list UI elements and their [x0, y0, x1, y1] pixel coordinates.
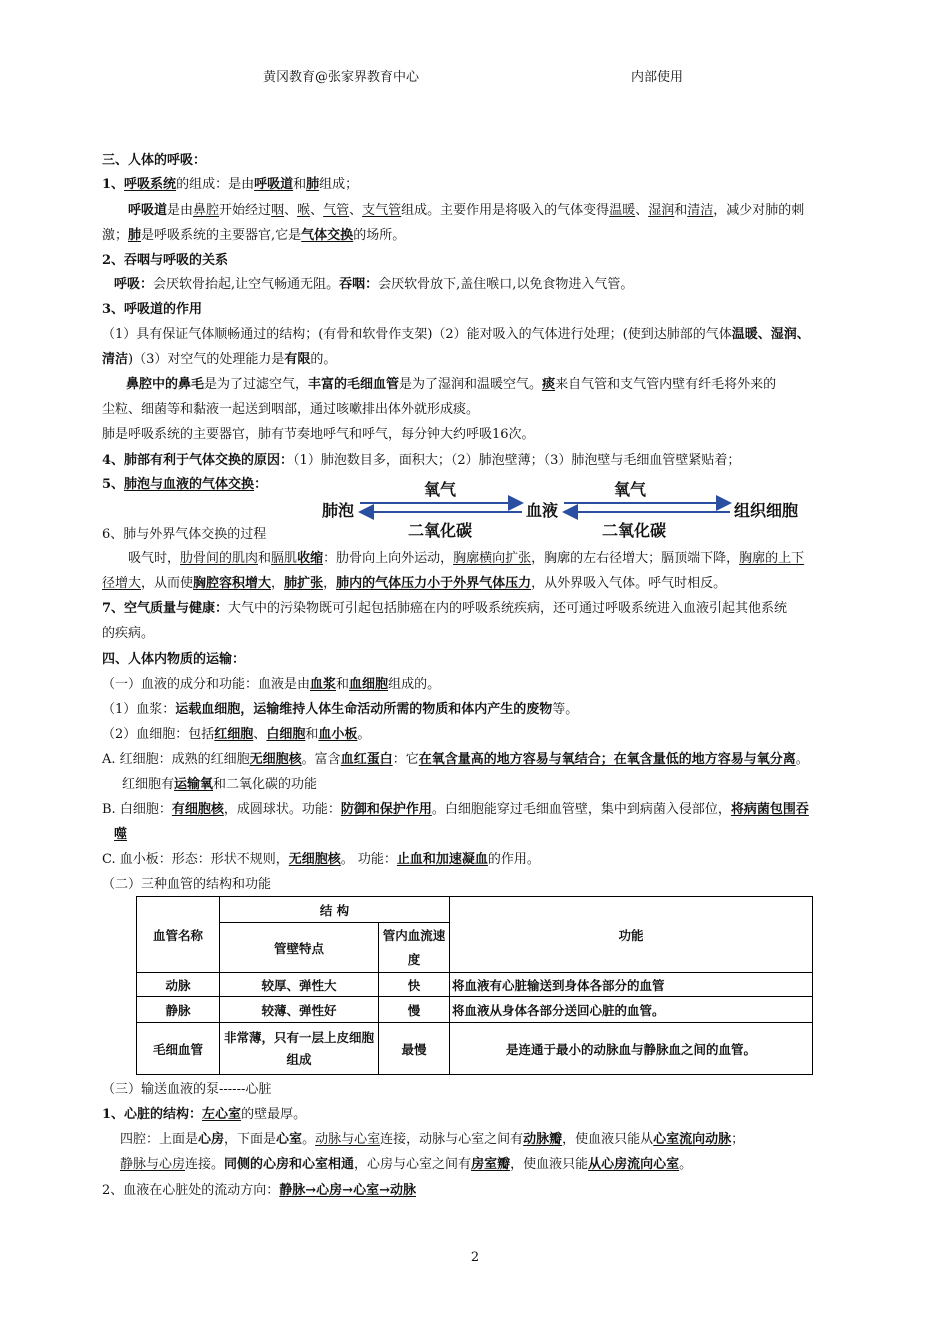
text-run: 清洁 — [102, 352, 129, 367]
text-run: （2）血细胞：包括 — [102, 727, 215, 742]
text-run: 三、人体的呼吸： — [102, 153, 207, 168]
text-run: 胸廓的上下 — [739, 551, 805, 566]
text-run: 、 — [310, 203, 324, 218]
text-line — [102, 1131, 850, 1149]
text-run: 的场所。 — [353, 228, 406, 243]
text-run: 是为了湿润和温暖空气。 — [399, 377, 543, 392]
cell-name: 静脉 — [137, 997, 220, 1023]
text-run: 气管 — [323, 203, 350, 218]
text-run: （1）肺泡数目多，面积大；（2）肺泡壁薄；（3）肺泡壁与毛细血管壁紧贴着； — [293, 453, 741, 468]
text-run: 血红蛋白 — [340, 752, 393, 767]
text-run: 红细胞 — [214, 727, 254, 742]
label-co2-left: 二氧化碳 — [408, 521, 473, 540]
text-run: 1、 — [102, 177, 125, 192]
text-run: 和 — [336, 677, 350, 692]
text-run: ： — [254, 477, 268, 492]
table-row — [137, 1023, 813, 1075]
cell-function: 将血液从身体各部分送回心脏的血管。 — [450, 997, 813, 1023]
text-line — [102, 600, 850, 618]
text-run: 的。 — [310, 352, 337, 367]
text-run: 肋骨间的肌肉 — [180, 551, 259, 566]
cell-name: 毛细血管 — [137, 1023, 220, 1075]
text-run: 肺 — [128, 228, 142, 243]
blood-vessel-table — [136, 896, 813, 1075]
text-run: 、 — [349, 203, 363, 218]
text-line — [102, 801, 850, 819]
text-run: 组成； — [319, 177, 359, 192]
text-run: 胸腔容积增大 — [193, 576, 272, 591]
text-run: 和 — [258, 551, 272, 566]
cell-wall: 非常薄，只有一层上皮细胞组成 — [220, 1023, 379, 1075]
text-run: 大气中的污染物既可引起包括肺癌在内的呼吸系统疾病，还可通过呼吸系统进入血液引起其他系统 — [228, 601, 788, 616]
text-run: 和 — [674, 203, 688, 218]
text-run: 是呼吸系统的主要器官,它是 — [141, 228, 302, 243]
text-run: ，从而使 — [141, 576, 194, 591]
text-run: 气体交换 — [301, 228, 354, 243]
table-row — [137, 997, 813, 1023]
text-run: 白细胞 — [266, 727, 306, 742]
text-run: 从心房流向心室 — [588, 1157, 680, 1172]
text-run: ，从外界吸入气体。呼气时相反。 — [531, 576, 727, 591]
text-run: 红细胞有 — [122, 777, 175, 792]
text-run: 温暖、湿润、 — [731, 327, 810, 342]
text-run: 呼吸道 — [128, 203, 168, 218]
text-run: 。 功能： — [340, 852, 397, 867]
text-run: ， — [323, 576, 337, 591]
text-run: ，成圆球状。功能： — [223, 802, 341, 817]
text-run: 和 — [293, 177, 307, 192]
text-line — [102, 1182, 850, 1200]
text-line — [102, 1156, 850, 1174]
text-run: 的组成：是由 — [176, 177, 255, 192]
text-run: 房室瓣 — [471, 1157, 511, 1172]
text-run: 血浆 — [310, 677, 337, 692]
text-run: C. 血小板：形态：形状不规则， — [102, 852, 289, 867]
text-line — [102, 326, 850, 344]
text-run: 胸廓横向扩张 — [453, 551, 532, 566]
text-run: 四、人体内物质的运输： — [102, 652, 246, 667]
page-number: 2 — [470, 1250, 480, 1265]
text-run: ，心房与心室之间有 — [354, 1157, 472, 1172]
text-run: （1）具有保证气体顺畅通过的结构；(有骨和软骨作支架)（2）能对吸入的气体进行处理；(使到达肺部的气体 — [102, 327, 732, 342]
text-run: ， — [271, 576, 285, 591]
text-run: 肺内的气体压力小于外界气体压力 — [336, 576, 532, 591]
text-line — [102, 176, 850, 194]
text-run: 湿润 — [648, 203, 675, 218]
text-run: )（3）对空气的处理能力是 — [128, 352, 285, 367]
text-run: 收缩 — [297, 551, 324, 566]
text-line — [102, 351, 850, 369]
text-run: 防御和保护作用 — [340, 802, 432, 817]
text-run: ，下面是 — [224, 1132, 277, 1147]
text-run: 呼吸道 — [254, 177, 294, 192]
cell-wall: 较薄、弹性好 — [220, 997, 379, 1023]
text-run: 心室 — [276, 1132, 303, 1147]
text-run: ，使血液只能从 — [562, 1132, 654, 1147]
th-wall: 管壁特点 — [220, 923, 379, 973]
text-run: ：肋骨向上向外运动， — [323, 551, 454, 566]
text-run: 肺扩张 — [284, 576, 324, 591]
text-line — [102, 575, 850, 593]
cell-name: 动脉 — [137, 973, 220, 997]
text-run: 、 — [284, 203, 298, 218]
text-run: 吸气时， — [128, 551, 181, 566]
text-run: 无细胞核 — [288, 852, 341, 867]
text-run: 4、肺部有利于气体交换的原因： — [102, 453, 294, 468]
text-run: 肺泡与血液的气体交换 — [124, 477, 255, 492]
text-run: 2、吞咽与呼吸的关系 — [102, 253, 229, 268]
node-blood: 血液 — [526, 501, 559, 520]
text-run: 心房 — [198, 1132, 225, 1147]
table-row — [137, 973, 813, 997]
text-run: 动脉瓣 — [523, 1132, 563, 1147]
text-run: 。白细胞能穿过毛细血管壁，集中到病菌入侵部位， — [431, 802, 731, 817]
text-line — [102, 651, 850, 669]
text-run: 无细胞核 — [249, 752, 302, 767]
text-run: 血细胞 — [349, 677, 389, 692]
text-run: 在氧含量高的地方容易与氧结合；在氧含量低的地方容易与氧分离 — [418, 752, 796, 767]
text-run: 连接，动脉与心室之间有 — [380, 1132, 524, 1147]
text-run: 将病菌包围吞 — [730, 802, 809, 817]
text-line — [102, 426, 850, 444]
text-run: 和二氧化碳的功能 — [213, 777, 318, 792]
text-run: 。富含 — [301, 752, 341, 767]
text-line — [102, 1081, 850, 1099]
text-run: ，减少对肺的刺 — [713, 203, 805, 218]
text-run: 组成的。 — [388, 677, 441, 692]
text-run: 血小板 — [318, 727, 358, 742]
text-run: 。 — [357, 727, 371, 742]
text-run: 的壁最厚。 — [241, 1107, 307, 1122]
text-line — [102, 550, 850, 568]
text-run: 左心室 — [202, 1107, 242, 1122]
text-run: 等。 — [552, 702, 579, 717]
text-line — [102, 751, 850, 769]
text-run: 动脉与心室 — [315, 1132, 381, 1147]
text-line — [102, 301, 850, 319]
text-line — [102, 276, 850, 294]
text-run: 膈肌 — [271, 551, 298, 566]
text-line — [102, 726, 850, 744]
text-line — [102, 701, 850, 719]
text-run: 咽 — [271, 203, 285, 218]
text-line — [102, 252, 850, 270]
text-run: 肺是呼吸系统的主要器官，肺有节奏地呼气和呼气，每分钟大约呼吸16次。 — [102, 427, 535, 442]
text-run: 尘粒、细菌等和黏液一起送到咽部，通过咳嗽排出体外就形成痰。 — [102, 402, 480, 417]
text-run: 、 — [253, 727, 267, 742]
text-line — [102, 452, 850, 470]
text-run: 7、空气质量与健康： — [102, 601, 229, 616]
text-run: 6、肺与外界气体交换的过程 — [102, 527, 267, 542]
text-run: 吞咽： — [339, 277, 379, 292]
text-run: 径增大 — [102, 576, 142, 591]
text-line — [102, 851, 850, 869]
text-run: 静脉→心房→心室→动脉 — [279, 1183, 416, 1198]
label-oxygen-right: 氧气 — [614, 480, 647, 499]
text-run: 痰 — [542, 377, 556, 392]
text-run: 噬 — [114, 827, 128, 842]
text-run: 温暖 — [609, 203, 636, 218]
text-run: 四腔：上面是 — [120, 1132, 199, 1147]
text-run: 喉 — [297, 203, 311, 218]
text-run: 有细胞核 — [171, 802, 224, 817]
cell-speed: 最慢 — [379, 1023, 450, 1075]
text-run: 鼻腔中的鼻毛 — [126, 377, 205, 392]
text-line — [102, 625, 850, 643]
text-line — [102, 376, 850, 394]
text-line — [102, 676, 850, 694]
text-run: 呼吸系统 — [124, 177, 177, 192]
text-line — [102, 202, 850, 220]
text-line — [102, 826, 850, 844]
text-run: 运载血细胞，运输维持人体生命活动所需的物质和体内产生的废物 — [175, 702, 553, 717]
text-run: 是由 — [167, 203, 194, 218]
text-run: 同侧的心房和心室相通 — [224, 1157, 355, 1172]
text-run: 组成。主要作用是将吸入的气体变得 — [401, 203, 610, 218]
text-line — [102, 152, 850, 170]
text-run: 。 — [302, 1132, 316, 1147]
text-run: 和 — [305, 727, 319, 742]
text-run: 的疾病。 — [102, 626, 155, 641]
text-run: 2、血液在心脏处的流动方向： — [102, 1183, 280, 1198]
text-run: 有限 — [284, 352, 311, 367]
text-run: （二）三种血管的结构和功能 — [102, 877, 272, 892]
text-run: 开始经过 — [219, 203, 272, 218]
th-speed: 管内血流速度 — [379, 923, 450, 973]
text-run: ； — [731, 1132, 745, 1147]
text-run: 支气管 — [362, 203, 402, 218]
text-run: A. 红细胞：成熟的红细胞 — [102, 752, 250, 767]
text-run: 5、 — [102, 477, 125, 492]
cell-function: 是连通于最小的动脉血与静脉血之间的血管。 — [450, 1023, 813, 1075]
node-alveoli: 肺泡 — [322, 501, 355, 520]
text-run: 清洁 — [687, 203, 714, 218]
text-line — [102, 401, 850, 419]
text-run: ，胸廓的左右径增大；膈顶端下降， — [531, 551, 740, 566]
header-right: 内部使用 — [631, 70, 684, 85]
text-run: 的作用。 — [487, 852, 540, 867]
th-vessel-name: 血管名称 — [137, 897, 220, 973]
label-co2-right: 二氧化碳 — [602, 521, 667, 540]
text-run: （一）血液的成分和功能：血液是由 — [102, 677, 311, 692]
text-run: 会厌软骨放下,盖住喉口,以免食物进入气管。 — [378, 277, 634, 292]
text-run: 心室流向动脉 — [653, 1132, 732, 1147]
text-line — [102, 1106, 850, 1124]
text-run: 是为了过滤空气， — [204, 377, 309, 392]
text-run: 。 — [679, 1157, 693, 1172]
text-run: 丰富的毛细血管 — [308, 377, 400, 392]
header-left: 黄冈教育@张家界教育中心 — [263, 70, 420, 85]
label-oxygen-left: 氧气 — [424, 480, 457, 499]
text-line — [102, 876, 850, 894]
text-run: 会厌软骨抬起,让空气畅通无阻。 — [153, 277, 340, 292]
text-run: 呼吸： — [114, 277, 154, 292]
text-run: ：它 — [392, 752, 419, 767]
node-tissue-cells: 组织细胞 — [734, 501, 799, 520]
cell-speed: 慢 — [379, 997, 450, 1023]
text-run: ，使血液只能 — [510, 1157, 589, 1172]
text-run: 运输氧 — [174, 777, 214, 792]
text-run: 、 — [635, 203, 649, 218]
text-run: B. 白细胞： — [102, 802, 172, 817]
text-run: （三）输送血液的泵------心脏 — [102, 1082, 272, 1097]
text-run: 激； — [102, 228, 129, 243]
text-line — [102, 776, 850, 794]
text-run: 连接。 — [185, 1157, 225, 1172]
text-run: 3、呼吸道的作用 — [102, 302, 203, 317]
text-run: 静脉与心房 — [120, 1157, 186, 1172]
th-structure: 结 构 — [220, 897, 450, 923]
text-run: 止血和加速凝血 — [396, 852, 488, 867]
text-run: 肺 — [306, 177, 320, 192]
th-function: 功能 — [450, 897, 813, 973]
text-run: 1、心脏的结构： — [102, 1107, 203, 1122]
cell-speed: 快 — [379, 973, 450, 997]
text-run: 。 — [795, 752, 809, 767]
text-run: （1）血浆： — [102, 702, 176, 717]
text-run: 鼻腔 — [193, 203, 220, 218]
text-line — [102, 227, 850, 245]
cell-function: 将血液有心脏输送到身体各部分的血管 — [450, 973, 813, 997]
text-run: 来自气管和支气管内壁有纤毛将外来的 — [555, 377, 777, 392]
cell-wall: 较厚、弹性大 — [220, 973, 379, 997]
